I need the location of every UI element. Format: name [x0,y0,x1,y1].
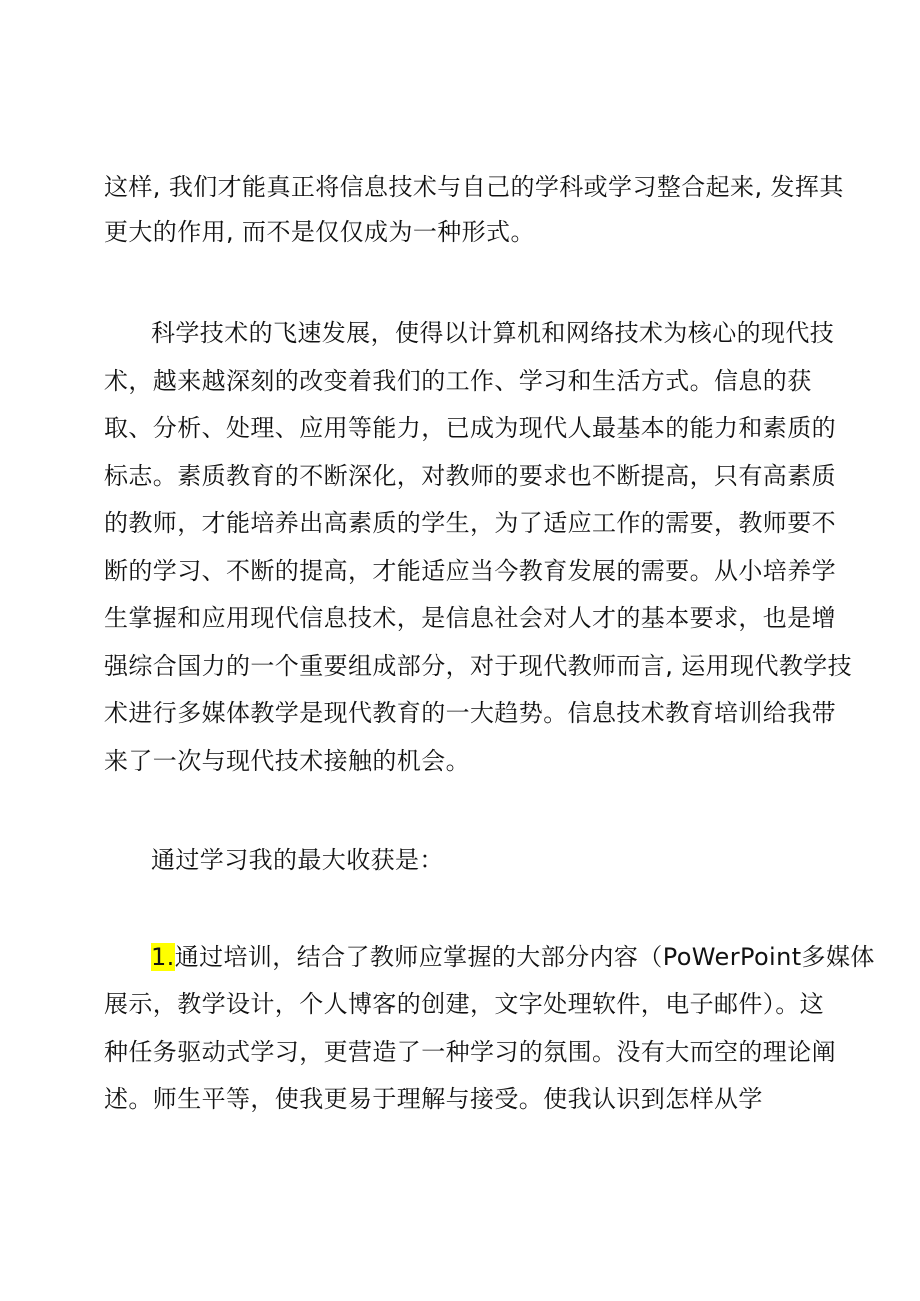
paragraph-2-line: 术，越来越深刻的改变着我们的工作、学习和生活方式。信息的获 [104,367,812,395]
paragraph-1-line: 这样, 我们才能真正将信息技术与自己的学科或学习整合起来, 发挥其 [104,173,844,201]
paragraph-2-line: 强综合国力的一个重要组成部分，对于现代教师而言, 运用现代教学技 [104,652,853,680]
paragraph-4-line: 种任务驱动式学习，更营造了一种学习的氛围。没有大而空的理论阐 [104,1038,836,1066]
paragraph-2-line: 术进行多媒体教学是现代教育的一大趋势。信息技术教育培训给我带 [104,699,836,727]
paragraph-2-line: 的教师，才能培养出高素质的学生，为了适应工作的需要，教师要不 [104,509,836,537]
paragraph-2-line: 取、分析、处理、应用等能力，已成为现代人最基本的能力和素质的 [104,414,836,442]
paragraph-4-line-text: 通过培训，结合了教师应掌握的大部分内容（PoWerPoint多媒体 [174,943,875,971]
paragraph-3-line: 通过学习我的最大收获是： [151,846,444,874]
paragraph-4-line: 展示，教学设计，个人博客的创建，文字处理软件，电子邮件）。这 [104,990,824,1018]
paragraph-2-line: 科学技术的飞速发展，使得以计算机和网络技术为核心的现代技 [151,319,835,347]
paragraph-4-line [151,942,875,972]
list-marker-highlight: 1. [151,943,175,971]
paragraph-4-line: 述。师生平等，使我更易于理解与接受。使我认识到怎样从学 [104,1085,763,1113]
paragraph-1-line: 更大的作用, 而不是仅仅成为一种形式。 [104,218,535,246]
paragraph-2-line: 标志。素质教育的不断深化，对教师的要求也不断提高，只有高素质 [104,462,836,490]
paragraph-2-line: 生掌握和应用现代信息技术，是信息社会对人才的基本要求，也是增 [104,604,836,632]
paragraph-2-line: 来了一次与现代技术接触的机会。 [104,747,470,775]
paragraph-2-line: 断的学习、不断的提高，才能适应当今教育发展的需要。从小培养学 [104,557,836,585]
